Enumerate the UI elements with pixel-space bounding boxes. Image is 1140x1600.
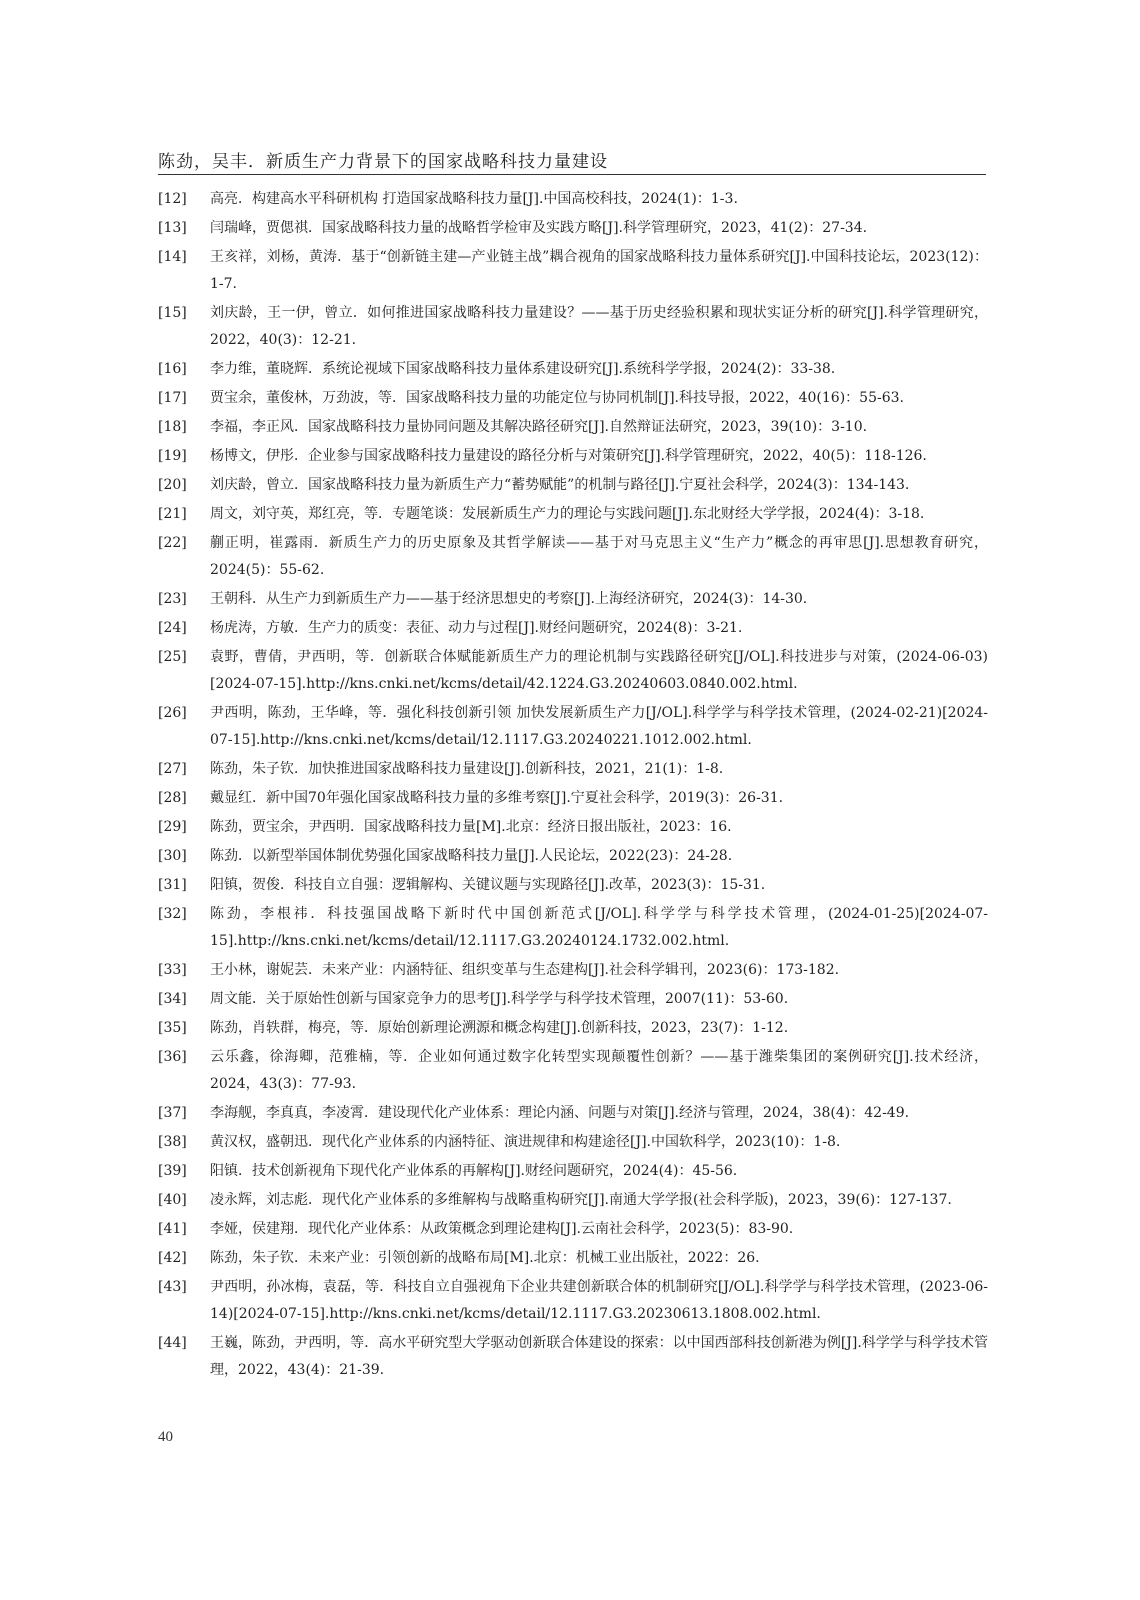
reference-item xyxy=(158,586,988,613)
reference-text: 陈劲．以新型举国体制优势强化国家战略科技力量[J].人民论坛，2022(23)：24-28. xyxy=(210,848,733,864)
reference-number: [34] xyxy=(158,991,187,1007)
reference-number: [22] xyxy=(158,535,187,551)
reference-number: [37] xyxy=(158,1105,187,1121)
reference-text: 闫瑞峰，贾偲祺．国家战略科技力量的战略哲学检审及实践方略[J].科学管理研究，2023，41(2)：27-34. xyxy=(210,220,868,236)
reference-number: [27] xyxy=(158,761,187,777)
reference-list xyxy=(158,186,988,1386)
reference-number: [43] xyxy=(158,1279,187,1295)
reference-number: [18] xyxy=(158,419,187,435)
reference-number: [19] xyxy=(158,448,187,464)
reference-number: [13] xyxy=(158,220,187,236)
reference-item xyxy=(158,814,988,841)
reference-text: 陈劲，朱子钦．加快推进国家战略科技力量建设[J].创新科技，2021，21(1)：1-8. xyxy=(210,761,724,777)
page-number: 40 xyxy=(158,1429,173,1445)
reference-text: 黄汉权，盛朝迅．现代化产业体系的内涵特征、演进规律和构建途径[J].中国软科学，2023(10)：1-8. xyxy=(210,1134,841,1150)
running-head: 陈劲，吴丰．新质生产力背景下的国家战略科技力量建设 xyxy=(158,152,608,172)
reference-text: 云乐鑫，徐海卿，范雅楠，等．企业如何通过数字化转型实现颠覆性创新？——基于潍柴集团的案例研究[J].技术经济，2024，43(3)：77-93. xyxy=(210,1049,988,1092)
reference-item xyxy=(158,414,988,441)
reference-text: 阳镇．技术创新视角下现代化产业体系的再解构[J].财经问题研究，2024(4)：45-56. xyxy=(210,1163,738,1179)
reference-item xyxy=(158,186,988,213)
reference-number: [32] xyxy=(158,906,187,922)
reference-item xyxy=(158,986,988,1013)
reference-text: 杨虎涛，方敏．生产力的质变：表征、动力与过程[J].财经问题研究，2024(8)：3-21. xyxy=(210,620,743,636)
reference-text: 高亮．构建高水平科研机构 打造国家战略科技力量[J].中国高校科技，2024(1)：1-3. xyxy=(210,191,738,207)
reference-item xyxy=(158,215,988,242)
header-rule xyxy=(158,174,986,175)
reference-item xyxy=(158,1330,988,1384)
reference-item xyxy=(158,300,988,354)
reference-text: 王朝科．从生产力到新质生产力——基于经济思想史的考察[J].上海经济研究，2024(3)：14-30. xyxy=(210,591,808,607)
reference-item xyxy=(158,1187,988,1214)
reference-item xyxy=(158,901,988,955)
reference-text: 刘庆龄，曾立．国家战略科技力量为新质生产力“蓄势赋能”的机制与路径[J].宁夏社会科学，2024(3)：134-143. xyxy=(210,477,910,493)
reference-item xyxy=(158,756,988,783)
reference-number: [44] xyxy=(158,1335,187,1351)
reference-item xyxy=(158,443,988,470)
reference-item xyxy=(158,1015,988,1042)
reference-text: 王亥祥，刘杨，黄涛．基于“创新链主建—产业链主战”耦合视角的国家战略科技力量体系研究[J].中国科技论坛，2023(12)：1-7. xyxy=(210,249,988,292)
reference-text: 蒯正明，崔露雨．新质生产力的历史原象及其哲学解读——基于对马克思主义“生产力”概念的再审思[J].思想教育研究，2024(5)：55-62. xyxy=(210,535,988,578)
reference-item xyxy=(158,501,988,528)
reference-text: 李海舰，李真真，李凌霄．建设现代化产业体系：理论内涵、问题与对策[J].经济与管理，2024，38(4)：42-49. xyxy=(210,1105,910,1121)
reference-item xyxy=(158,1216,988,1243)
reference-text: 尹西明，陈劲，王华峰，等．强化科技创新引领 加快发展新质生产力[J/OL].科学学与科学技术管理，(2024-02-21)[2024-07-15].http://kns.cnki.net/kcms/detail/12.1117.G3.20240221.1012.002.html. xyxy=(210,705,988,748)
reference-number: [38] xyxy=(158,1134,187,1150)
reference-number: [30] xyxy=(158,848,187,864)
reference-text: 王巍，陈劲，尹西明，等．高水平研究型大学驱动创新联合体建设的探索：以中国西部科技创新港为例[J].科学学与科学技术管理，2022，43(4)：21-39. xyxy=(210,1335,988,1378)
reference-number: [24] xyxy=(158,620,187,636)
reference-item xyxy=(158,700,988,754)
reference-text: 袁野，曹倩，尹西明，等．创新联合体赋能新质生产力的理论机制与实践路径研究[J/OL].科技进步与对策，(2024-06-03)[2024-07-15].http://kns.cnki.net/kcms/detail/42.1224.G3.20240603.0840.002.html. xyxy=(210,649,988,692)
reference-number: [39] xyxy=(158,1163,187,1179)
reference-item xyxy=(158,785,988,812)
reference-text: 李力维，董晓辉．系统论视域下国家战略科技力量体系建设研究[J].系统科学学报，2024(2)：33-38. xyxy=(210,361,836,377)
reference-text: 戴显红．新中国70年强化国家战略科技力量的多维考察[J].宁夏社会科学，2019(3)：26-31. xyxy=(210,790,784,806)
reference-text: 刘庆龄，王一伊，曾立．如何推进国家战略科技力量建设？——基于历史经验积累和现状实证分析的研究[J].科学管理研究，2022，40(3)：12-21. xyxy=(210,305,988,348)
reference-number: [31] xyxy=(158,877,187,893)
reference-number: [21] xyxy=(158,506,187,522)
reference-number: [20] xyxy=(158,477,187,493)
reference-number: [26] xyxy=(158,705,187,721)
reference-number: [12] xyxy=(158,191,187,207)
reference-item xyxy=(158,1158,988,1185)
reference-number: [17] xyxy=(158,390,187,406)
reference-text: 阳镇，贺俊．科技自立自强：逻辑解构、关键议题与实现路径[J].改革，2023(3)：15-31. xyxy=(210,877,766,893)
reference-text: 周文，刘守英，郑红亮，等．专题笔谈：发展新质生产力的理论与实践问题[J].东北财经大学学报，2024(4)：3-18. xyxy=(210,506,925,522)
reference-item xyxy=(158,385,988,412)
reference-number: [42] xyxy=(158,1250,187,1266)
reference-text: 陈劲，李根祎．科技强国战略下新时代中国创新范式[J/OL].科学学与科学技术管理，(2024-01-25)[2024-07-15].http://kns.cnki.net/kcms/detail/12.1117.G3.20240124.1732.002.html. xyxy=(210,906,988,949)
reference-item xyxy=(158,1129,988,1156)
reference-item xyxy=(158,615,988,642)
reference-text: 周文能．关于原始性创新与国家竞争力的思考[J].科学学与科学技术管理，2007(11)：53-60. xyxy=(210,991,789,1007)
reference-number: [36] xyxy=(158,1049,187,1065)
reference-item xyxy=(158,356,988,383)
reference-item xyxy=(158,843,988,870)
reference-item xyxy=(158,244,988,298)
reference-item xyxy=(158,644,988,698)
reference-item xyxy=(158,872,988,899)
reference-text: 杨博文，伊彤．企业参与国家战略科技力量建设的路径分析与对策研究[J].科学管理研究，2022，40(5)：118-126. xyxy=(210,448,927,464)
reference-text: 贾宝余，董俊林，万劲波，等．国家战略科技力量的功能定位与协同机制[J].科技导报，2022，40(16)：55-63. xyxy=(210,390,904,406)
reference-number: [14] xyxy=(158,249,187,265)
reference-item xyxy=(158,1100,988,1127)
reference-text: 陈劲，朱子钦．未来产业：引领创新的战略布局[M].北京：机械工业出版社，2022：26. xyxy=(210,1250,760,1266)
reference-text: 凌永辉，刘志彪．现代化产业体系的多维解构与战略重构研究[J].南通大学学报(社会科学版)，2023，39(6)：127-137. xyxy=(210,1192,952,1208)
reference-number: [25] xyxy=(158,649,187,665)
reference-item xyxy=(158,472,988,499)
reference-text: 李福，李正风．国家战略科技力量协同问题及其解决路径研究[J].自然辩证法研究，2023，39(10)：3-10. xyxy=(210,419,868,435)
reference-item xyxy=(158,1245,988,1272)
reference-text: 李娅，侯建翔．现代化产业体系：从政策概念到理论建构[J].云南社会科学，2023(5)：83-90. xyxy=(210,1221,794,1237)
reference-text: 陈劲，肖轶群，梅亮，等．原始创新理论溯源和概念构建[J].创新科技，2023，23(7)：1-12. xyxy=(210,1020,789,1036)
reference-item xyxy=(158,1044,988,1098)
reference-item xyxy=(158,530,988,584)
reference-item xyxy=(158,957,988,984)
reference-number: [16] xyxy=(158,361,187,377)
reference-number: [40] xyxy=(158,1192,187,1208)
reference-number: [41] xyxy=(158,1221,187,1237)
reference-number: [15] xyxy=(158,305,187,321)
reference-text: 尹西明，孙冰梅，袁磊，等．科技自立自强视角下企业共建创新联合体的机制研究[J/OL].科学学与科学技术管理，(2023-06-14)[2024-07-15].http://kns.cnki.net/kcms/detail/12.1117.G3.20230613.1808.002.html. xyxy=(210,1279,988,1322)
reference-number: [28] xyxy=(158,790,187,806)
reference-number: [33] xyxy=(158,962,187,978)
reference-item xyxy=(158,1274,988,1328)
reference-number: [29] xyxy=(158,819,187,835)
reference-number: [35] xyxy=(158,1020,187,1036)
reference-text: 陈劲，贾宝余，尹西明．国家战略科技力量[M].北京：经济日报出版社，2023：16. xyxy=(210,819,732,835)
reference-text: 王小林，谢妮芸．未来产业：内涵特征、组织变革与生态建构[J].社会科学辑刊，2023(6)：173-182. xyxy=(210,962,840,978)
reference-number: [23] xyxy=(158,591,187,607)
